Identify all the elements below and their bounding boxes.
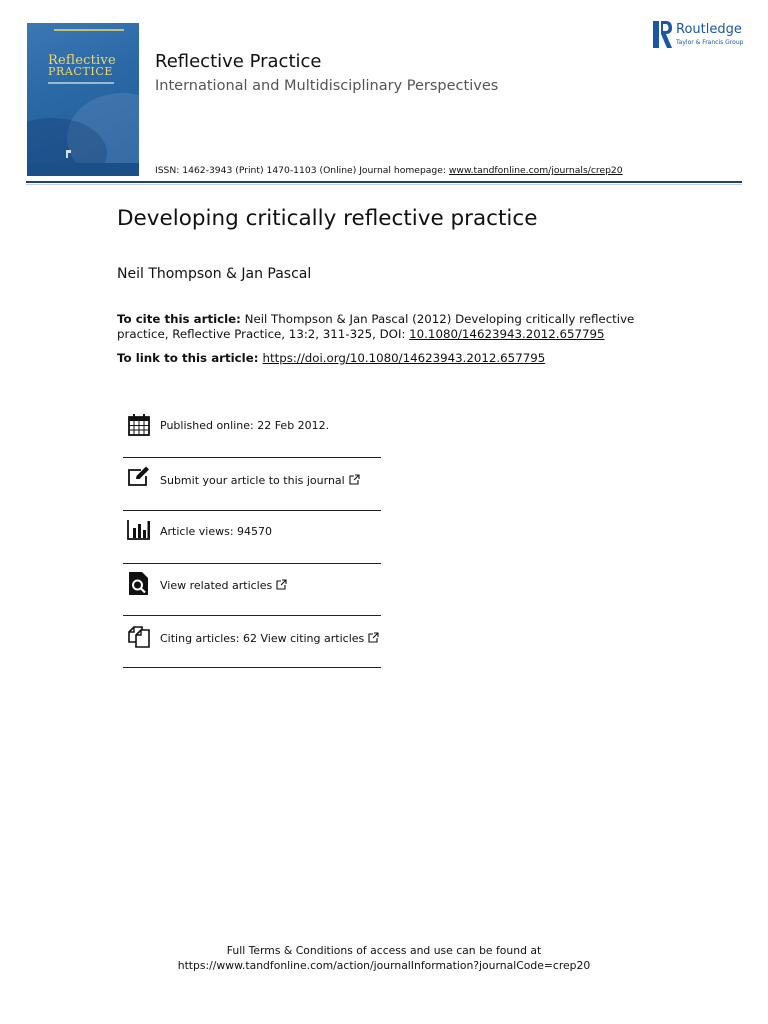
calendar-icon xyxy=(127,413,151,437)
article-link-line xyxy=(117,351,545,365)
document-search-icon xyxy=(127,571,151,595)
publisher-name: Routledge xyxy=(676,22,742,37)
citation-label: To cite this article: xyxy=(117,312,241,326)
published-online-row xyxy=(123,412,381,440)
cover-decoration xyxy=(27,163,139,176)
info-divider xyxy=(123,667,381,668)
footer-line1: Full Terms & Conditions of access and use can be found at xyxy=(226,944,542,957)
info-divider xyxy=(123,563,381,564)
bar-chart-icon xyxy=(127,518,151,542)
article-views-row xyxy=(123,516,381,546)
routledge-logo-icon xyxy=(653,21,673,48)
article-authors: Neil Thompson & Jan Pascal xyxy=(117,266,312,282)
header-divider-thin xyxy=(26,184,742,185)
citation-doi-link[interactable]: 10.1080/14623943.2012.657795 xyxy=(409,327,605,341)
submit-article-row[interactable] xyxy=(123,464,381,494)
cover-publisher-logo-icon xyxy=(65,150,73,158)
info-divider xyxy=(123,615,381,616)
cover-title-line2: PRACTICE xyxy=(48,65,113,78)
related-articles-row[interactable] xyxy=(123,570,381,600)
footer-terms xyxy=(0,943,768,973)
issn-line xyxy=(155,165,623,176)
external-link-icon xyxy=(368,632,379,643)
related-articles-text: View related articles xyxy=(160,579,273,592)
article-views-text: Article views: 94570 xyxy=(160,525,273,538)
citation-text: Neil Thompson & Jan Pascal (2012) Developing critically reflective practice, Reflective Practice, 13:2, 311-325, DOI: xyxy=(117,312,635,341)
published-online-text: Published online: 22 Feb 2012. xyxy=(160,419,330,432)
issn-text: ISSN: 1462-3943 (Print) 1470-1103 (Online) Journal homepage: xyxy=(155,165,449,176)
article-title: Developing critically reflective practice xyxy=(117,206,538,231)
submit-article-link[interactable] xyxy=(160,474,360,487)
link-label: To link to this article: xyxy=(117,351,263,365)
header-divider xyxy=(26,181,742,183)
journal-homepage-link[interactable]: www.tandfonline.com/journals/crep20 xyxy=(448,165,623,176)
publisher-logo[interactable] xyxy=(653,21,753,49)
journal-subtitle: International and Multidisciplinary Perspectives xyxy=(155,78,499,94)
citation-block xyxy=(117,312,677,342)
info-divider xyxy=(123,510,381,511)
citing-documents-icon xyxy=(127,624,151,648)
cover-decoration xyxy=(54,29,124,31)
footer-terms-url[interactable]: https://www.tandfonline.com/action/journalInformation?journalCode=crep20 xyxy=(177,959,591,972)
edit-icon xyxy=(127,465,151,489)
citing-articles-link[interactable] xyxy=(160,632,379,645)
journal-title: Reflective Practice xyxy=(155,51,322,72)
submit-article-text: Submit your article to this journal xyxy=(160,474,345,487)
journal-cover-image xyxy=(27,23,139,176)
related-articles-link[interactable] xyxy=(160,579,287,592)
article-doi-link[interactable]: https://doi.org/10.1080/14623943.2012.657795 xyxy=(262,351,546,365)
citing-articles-row[interactable] xyxy=(123,623,381,653)
publisher-group: Taylor & Francis Group xyxy=(676,39,744,46)
external-link-icon xyxy=(349,474,360,485)
citing-articles-text: Citing articles: 62 View citing articles xyxy=(160,632,365,645)
external-link-icon xyxy=(276,579,287,590)
cover-decoration xyxy=(48,82,114,84)
cover-title-line1: Reflective xyxy=(48,53,116,68)
info-divider xyxy=(123,457,381,458)
